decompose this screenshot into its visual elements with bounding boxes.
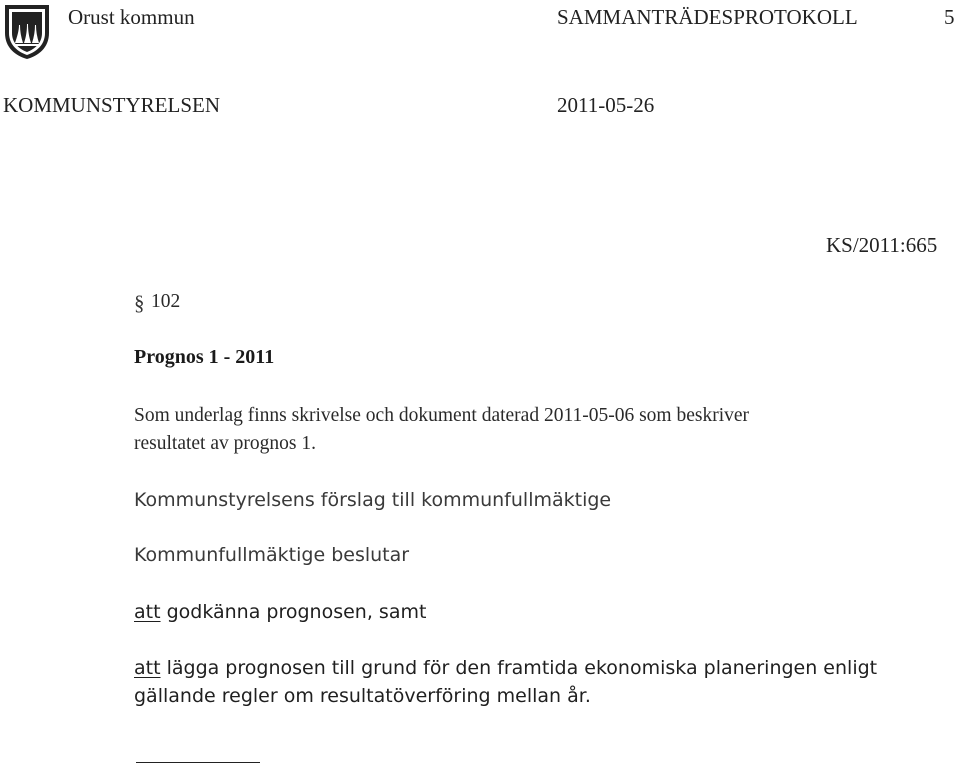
- decision-item: [134, 657, 877, 679]
- decision-text-continuation: gällande regler om resultatöverföring mellan år.: [134, 685, 591, 707]
- decision-keyword: att: [134, 601, 161, 623]
- document-type: SAMMANTRÄDESPROTOKOLL: [557, 5, 858, 29]
- intro-line-1: Som underlag finns skrivelse och dokument daterad 2011-05-06 som beskriver: [134, 405, 750, 426]
- section-title: Prognos 1 - 2011: [134, 346, 275, 368]
- decision-heading: Kommunfullmäktige beslutar: [134, 544, 410, 566]
- paragraph-sign: §: [134, 291, 145, 315]
- page-number: 5: [944, 5, 955, 29]
- municipality-coat-of-arms-icon: [3, 3, 51, 61]
- municipality-name: Orust kommun: [68, 5, 195, 29]
- decision-text: godkänna prognosen, samt: [160, 601, 427, 623]
- footer-divider: [136, 762, 260, 763]
- section-number: 102: [151, 291, 181, 312]
- meeting-date: 2011-05-26: [557, 93, 655, 117]
- board-name: KOMMUNSTYRELSEN: [3, 93, 221, 117]
- proposal-heading: Kommunstyrelsens förslag till kommunfullmäktige: [134, 489, 612, 511]
- decision-text: lägga prognosen till grund för den framtida ekonomiska planeringen enligt: [160, 657, 878, 679]
- decision-item: [134, 601, 426, 623]
- case-number: KS/2011:665: [826, 233, 938, 257]
- intro-line-2: resultatet av prognos 1.: [134, 433, 316, 454]
- decision-keyword: att: [134, 657, 161, 679]
